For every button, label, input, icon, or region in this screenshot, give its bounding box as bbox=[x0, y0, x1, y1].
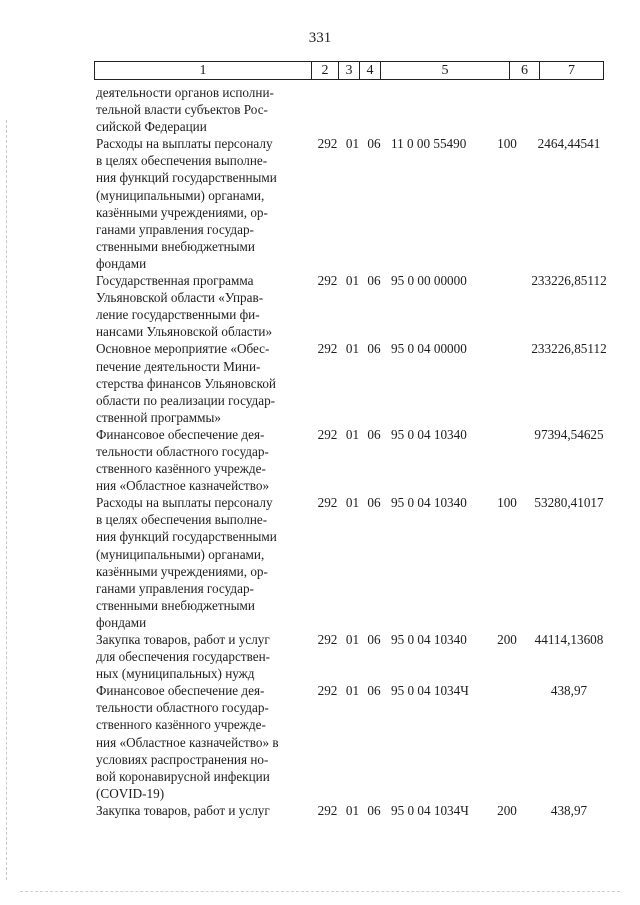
row-code-section: 01 bbox=[345, 632, 360, 647]
row-code-ministry: 292 bbox=[317, 495, 338, 511]
row-name-line: тельной власти субъектов Рос- bbox=[96, 102, 268, 118]
row-name bbox=[96, 631, 311, 682]
row-code-target: 95 0 04 1034Ч bbox=[391, 683, 469, 699]
row-code-ministry: 292 bbox=[317, 426, 338, 442]
row-name-line: ственного казённого учрежде- bbox=[96, 461, 266, 477]
scan-edge-left bbox=[6, 120, 8, 880]
row-name-line: стерства финансов Ульяновской bbox=[96, 375, 276, 391]
row-code-section: 01 bbox=[345, 273, 360, 289]
row-name bbox=[96, 135, 311, 272]
row-name-line: казёнными учреждениями, ор- bbox=[96, 204, 268, 220]
row-code-target: 95 0 04 10340 bbox=[391, 426, 467, 442]
row-name-line: ных (муниципальных) нужд bbox=[96, 666, 255, 682]
header-col-1: 1 bbox=[95, 62, 312, 79]
row-code-ministry: 292 bbox=[317, 341, 338, 357]
row-amount: 438,97 bbox=[550, 802, 588, 818]
row-name-line: ганами управления государ- bbox=[96, 221, 254, 237]
row-amount: 233226,85112 bbox=[531, 341, 607, 357]
row-name-line: нансами Ульяновской области» bbox=[96, 324, 273, 340]
row-name-line: ния «Областное казначейство» bbox=[96, 478, 270, 494]
table-row bbox=[96, 802, 616, 819]
row-name-line: казёнными учреждениями, ор- bbox=[96, 563, 268, 579]
row-name-line: фондами bbox=[96, 614, 147, 630]
row-name-line: ление государственными фи- bbox=[96, 307, 260, 323]
row-name bbox=[96, 494, 311, 631]
row-code-expense-type: 200 bbox=[497, 802, 517, 818]
header-col-3: 3 bbox=[339, 62, 360, 79]
row-name-line: сийской Федерации bbox=[96, 119, 207, 135]
row-name-line: (муниципальными) органами, bbox=[96, 546, 265, 562]
row-amount: 2464,44541 bbox=[537, 136, 601, 152]
row-code-ministry: 292 bbox=[317, 683, 338, 699]
row-name-line: Ульяновской области «Управ- bbox=[96, 290, 264, 306]
row-code-subsection: 06 bbox=[367, 136, 381, 152]
table-row bbox=[96, 340, 616, 425]
row-code-expense-type: 200 bbox=[497, 632, 517, 647]
row-code-target: 95 0 04 10340 bbox=[391, 495, 467, 511]
table-row bbox=[96, 272, 616, 340]
row-name-line: ния функций государственными bbox=[96, 529, 277, 545]
row-code-ministry: 292 bbox=[317, 273, 338, 289]
row-amount: 233226,85112 bbox=[531, 273, 607, 289]
row-code-section: 01 bbox=[345, 495, 360, 511]
page-number: 331 bbox=[308, 30, 332, 46]
row-code-target: 11 0 00 55490 bbox=[391, 136, 467, 152]
table-row bbox=[96, 426, 616, 494]
row-name-line: ственного казённого учрежде- bbox=[96, 717, 266, 733]
table-row bbox=[96, 631, 616, 682]
row-name-line: Расходы на выплаты персоналу bbox=[96, 495, 273, 511]
row-code-subsection: 06 bbox=[367, 632, 381, 647]
row-code-section: 01 bbox=[345, 802, 360, 818]
table-row bbox=[96, 494, 616, 631]
row-code-subsection: 06 bbox=[367, 802, 381, 818]
row-name-line: вой коронавирусной инфекции bbox=[96, 768, 270, 784]
row-name-line: ния функций государственными bbox=[96, 170, 277, 186]
scan-edge-bottom bbox=[20, 891, 620, 893]
row-amount: 44114,13608 bbox=[534, 632, 604, 647]
row-amount: 438,97 bbox=[550, 683, 588, 699]
row-code-subsection: 06 bbox=[367, 273, 381, 289]
row-code-subsection: 06 bbox=[367, 683, 381, 699]
header-col-4: 4 bbox=[360, 62, 381, 79]
row-code-ministry: 292 bbox=[317, 632, 338, 647]
row-name-line: в целях обеспечения выполне- bbox=[96, 512, 268, 528]
row-code-ministry: 292 bbox=[317, 136, 338, 152]
header-col-6: 6 bbox=[510, 62, 540, 79]
row-name bbox=[96, 426, 311, 494]
row-name-line: Финансовое обеспечение дея- bbox=[96, 426, 265, 442]
header-col-5: 5 bbox=[381, 62, 510, 79]
row-name-line: Расходы на выплаты персоналу bbox=[96, 136, 273, 152]
row-name bbox=[96, 272, 311, 340]
row-code-section: 01 bbox=[345, 426, 360, 442]
row-name-line: ганами управления государ- bbox=[96, 580, 254, 596]
row-name bbox=[96, 682, 311, 802]
row-name bbox=[96, 340, 311, 425]
row-name-line: ственными внебюджетными bbox=[96, 597, 255, 613]
row-name-line: ния «Областное казначейство» в bbox=[96, 734, 279, 750]
row-name-line: печение деятельности Мини- bbox=[96, 358, 261, 374]
row-name-line: ственными внебюджетными bbox=[96, 238, 255, 254]
table-body bbox=[96, 84, 616, 819]
header-col-7: 7 bbox=[568, 63, 575, 78]
row-name bbox=[96, 84, 311, 135]
row-code-section: 01 bbox=[345, 136, 360, 152]
table-row bbox=[96, 135, 616, 272]
row-name-line: (муниципальными) органами, bbox=[96, 187, 265, 203]
row-name-line: области по реализации государ- bbox=[96, 392, 276, 408]
row-name-line: деятельности органов исполни- bbox=[96, 85, 274, 100]
header-col-2: 2 bbox=[312, 62, 339, 79]
row-code-section: 01 bbox=[345, 683, 360, 699]
row-code-expense-type: 100 bbox=[497, 136, 517, 152]
table-header bbox=[94, 61, 604, 80]
row-name-line: условиях распространения но- bbox=[96, 751, 269, 767]
row-name-line: Основное мероприятие «Обес- bbox=[96, 341, 270, 357]
row-code-subsection: 06 bbox=[367, 341, 381, 357]
row-code-target: 95 0 00 00000 bbox=[391, 273, 467, 289]
row-name-line: Финансовое обеспечение дея- bbox=[96, 683, 265, 699]
row-code-subsection: 06 bbox=[367, 426, 381, 442]
row-name-line: (COVID-19) bbox=[96, 785, 165, 801]
table-row bbox=[96, 84, 616, 135]
row-name-line: фондами bbox=[96, 255, 147, 271]
row-name bbox=[96, 802, 311, 819]
row-name-line: Закупка товаров, работ и услуг bbox=[96, 632, 270, 647]
table-row bbox=[96, 682, 616, 802]
row-amount: 97394,54625 bbox=[534, 426, 604, 442]
row-code-expense-type: 100 bbox=[497, 495, 517, 511]
row-code-ministry: 292 bbox=[317, 802, 338, 818]
row-amount: 53280,41017 bbox=[534, 495, 604, 511]
row-name-line: в целях обеспечения выполне- bbox=[96, 153, 268, 169]
row-code-subsection: 06 bbox=[367, 495, 381, 511]
row-code-target: 95 0 04 10340 bbox=[391, 632, 467, 647]
row-name-line: Закупка товаров, работ и услуг bbox=[96, 802, 270, 818]
row-code-target: 95 0 04 1034Ч bbox=[391, 802, 469, 818]
row-name-line: ственной программы» bbox=[96, 409, 221, 425]
row-code-section: 01 bbox=[345, 341, 360, 357]
row-name-line: тельности областного государ- bbox=[96, 700, 269, 716]
row-name-line: Государственная программа bbox=[96, 273, 254, 289]
row-name-line: тельности областного государ- bbox=[96, 443, 269, 459]
row-name-line: для обеспечения государствен- bbox=[96, 649, 271, 665]
row-code-target: 95 0 04 00000 bbox=[391, 341, 467, 357]
